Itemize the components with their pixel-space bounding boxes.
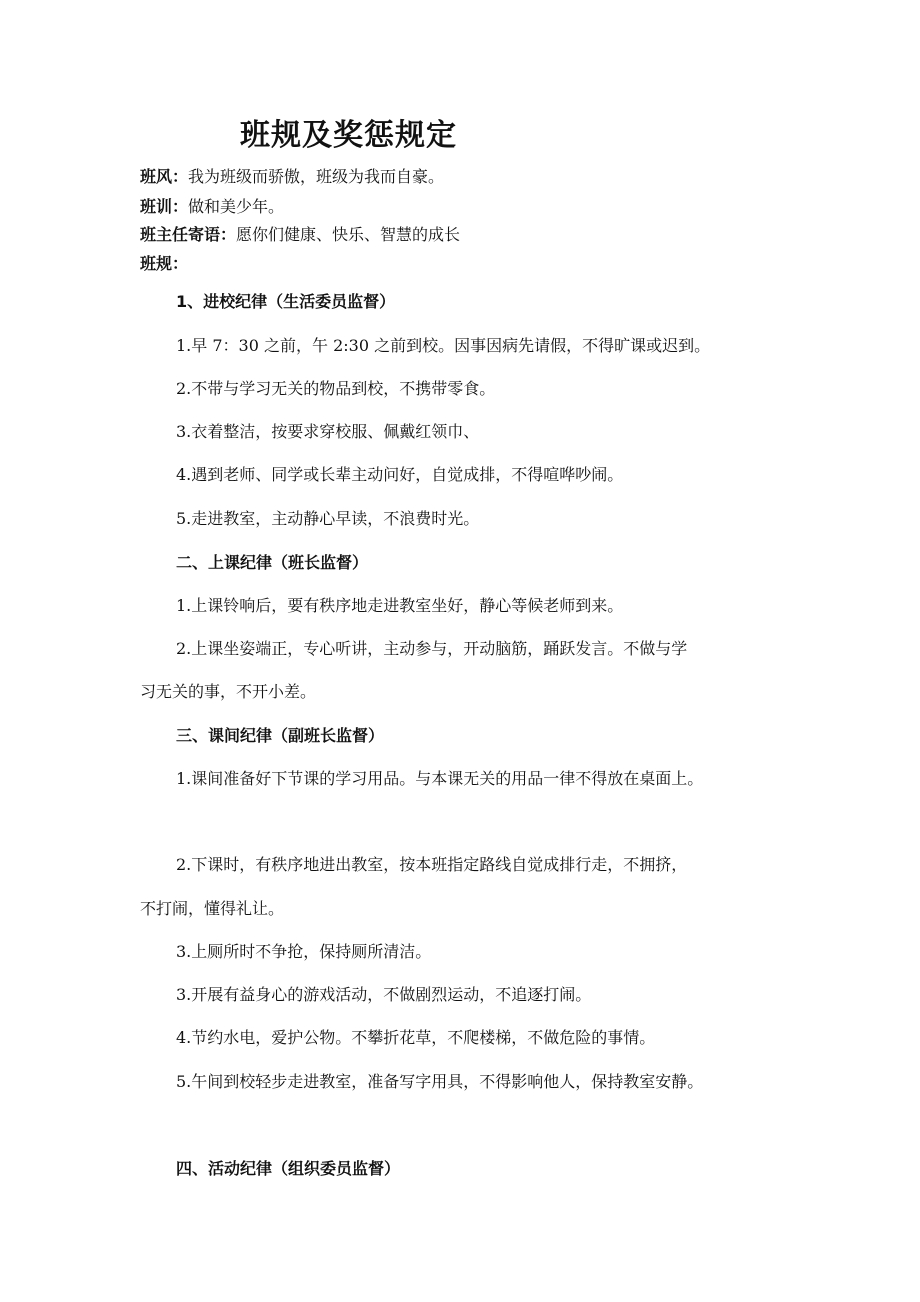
class-rules-label: 班规： — [140, 254, 189, 273]
class-motto-line — [140, 196, 284, 218]
rule-item: 5.走进教室，主动静心早读，不浪费时光。 — [176, 509, 480, 528]
rule-item: 1.早 7：30 之前，午 2:30 之前到校。因事因病先请假，不得旷课或迟到。 — [176, 336, 711, 355]
rule-item: 1.课间准备好下节课的学习用品。与本课无关的用品一律不得放在桌面上。 — [176, 769, 704, 788]
rule-item: 3.衣着整洁，按要求穿校服、佩戴红领巾、 — [176, 422, 480, 441]
section-heading: 三、课间纪律（副班长监督） — [176, 726, 385, 745]
class-motto-text: 做和美少年。 — [188, 197, 285, 216]
rule-item: 4.遇到老师、同学或长辈主动问好，自觉成排，不得喧哗吵闹。 — [176, 465, 624, 484]
rule-item-continuation: 不打闹，懂得礼让。 — [140, 899, 285, 918]
rule-item: 3.开展有益身心的游戏活动，不做剧烈运动，不追逐打闹。 — [176, 985, 592, 1004]
rule-item: 4.节约水电，爱护公物。不攀折花草，不爬楼梯，不做危险的事情。 — [176, 1028, 656, 1047]
teacher-message-line — [140, 224, 460, 246]
class-rules-line — [140, 253, 188, 275]
teacher-message-text: 愿你们健康、快乐、智慧的成长 — [236, 225, 461, 244]
teacher-message-label: 班主任寄语： — [140, 225, 237, 244]
rule-item: 3.上厕所时不争抢，保持厕所清洁。 — [176, 942, 432, 961]
document-title: 班规及奖惩规定 — [240, 118, 457, 153]
rule-item: 5.午间到校轻步走进教室，准备写字用具，不得影响他人，保持教室安静。 — [176, 1072, 704, 1091]
section-heading: 四、活动纪律（组织委员监督） — [176, 1159, 401, 1178]
class-style-line — [140, 166, 444, 188]
section-heading: 二、上课纪律（班长监督） — [176, 553, 369, 572]
class-motto-label: 班训： — [140, 197, 189, 216]
class-style-label: 班风： — [140, 167, 189, 186]
rule-item: 1.上课铃响后，要有秩序地走进教室坐好，静心等候老师到来。 — [176, 596, 624, 615]
rule-item-continuation: 习无关的事，不开小差。 — [140, 682, 317, 701]
rule-item: 2.上课坐姿端正，专心听讲，主动参与，开动脑筋，踊跃发言。不做与学 — [176, 639, 688, 658]
rule-item: 2.下课时，有秩序地进出教室，按本班指定路线自觉成排行走，不拥挤， — [176, 855, 688, 874]
class-style-text: 我为班级而骄傲，班级为我而自豪。 — [188, 167, 445, 186]
section-heading: 1、进校纪律（生活委员监督） — [176, 292, 396, 311]
rule-item: 2.不带与学习无关的物品到校，不携带零食。 — [176, 379, 496, 398]
